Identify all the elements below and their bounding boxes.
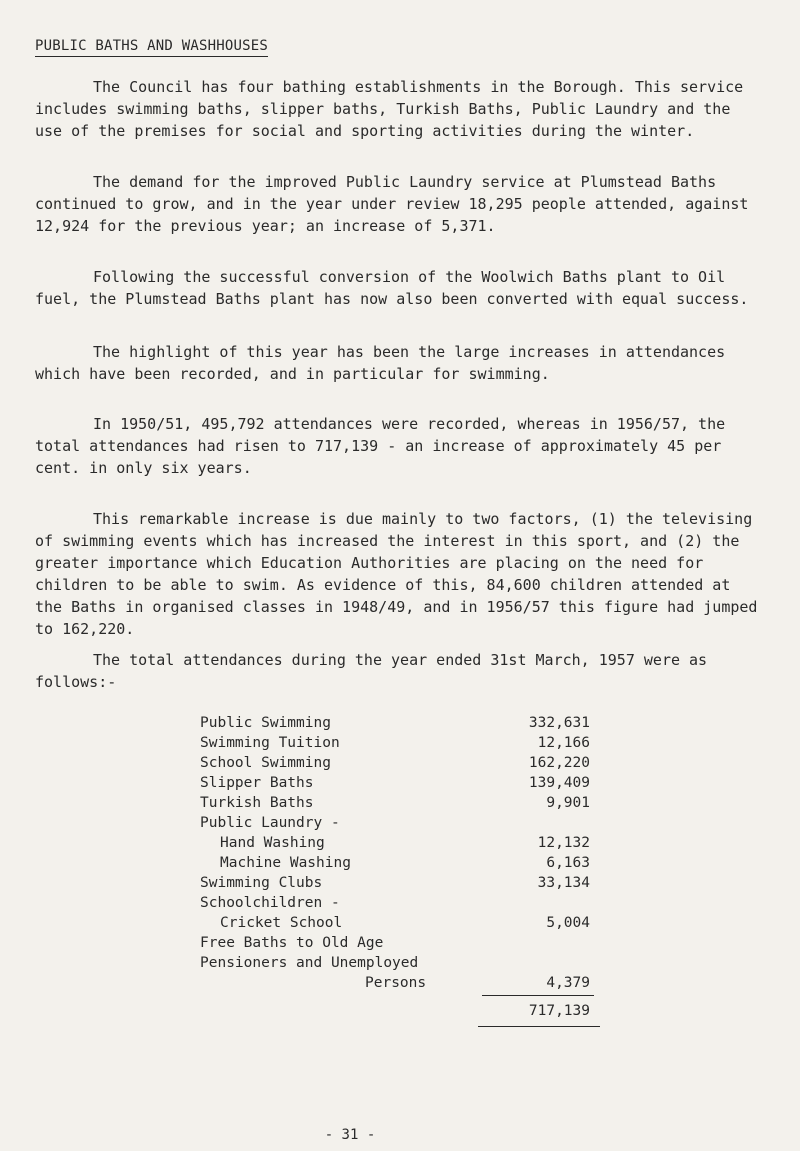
- row-label: Hand Washing: [220, 835, 325, 851]
- paragraph-5-text: In 1950/51, 495,792 attendances were recorded, whereas in 1956/57, the total attendances had risen to 717,139 - an increase of approximately 45 per cent. in only six years.: [35, 415, 726, 477]
- row-label: Swimming Tuition: [200, 735, 340, 751]
- row-label: Public Laundry -: [200, 815, 340, 831]
- paragraph-6: [35, 508, 760, 640]
- row-label: Persons: [365, 975, 427, 991]
- table-row: [200, 875, 620, 895]
- paragraph-4: [35, 341, 760, 385]
- row-value: 5,004: [546, 915, 590, 931]
- table-row: [200, 895, 620, 915]
- row-label: Machine Washing: [220, 855, 351, 871]
- row-value: 139,409: [528, 775, 590, 791]
- row-label: Public Swimming: [200, 715, 331, 731]
- total-row: [200, 1003, 620, 1023]
- row-label: Free Baths to Old Age: [200, 935, 384, 951]
- row-label: Schoolchildren -: [200, 895, 340, 911]
- table-row: [200, 915, 620, 935]
- paragraph-6-text: This remarkable increase is due mainly to two factors, (1) the televising of swimming events which has increased the interest in this sport, and (2) the greater importance which Education Authorities are placing on the need for children to be able to swim. As evidence of this, 84,600 children attended at the Baths in organised classes in 1948/49, and in 1956/57 this figure had jumped to 162,220.: [35, 510, 758, 638]
- paragraph-3: [35, 266, 760, 310]
- table-row: [200, 935, 620, 955]
- paragraph-1: [35, 76, 760, 142]
- row-value: 332,631: [528, 715, 590, 731]
- row-value: 6,163: [546, 855, 590, 871]
- row-value: 4,379: [546, 975, 590, 991]
- table-row: [200, 795, 620, 815]
- row-label: School Swimming: [200, 755, 331, 771]
- row-label: Swimming Clubs: [200, 875, 323, 891]
- table-row: [200, 815, 620, 835]
- row-value: 12,132: [537, 835, 590, 851]
- table-row: [200, 775, 620, 795]
- paragraph-3-text: Following the successful conversion of the Woolwich Baths plant to Oil fuel, the Plumstead Baths plant has now also been converted with equal success.: [35, 268, 749, 308]
- row-value: 12,166: [537, 735, 590, 751]
- section-heading: PUBLIC BATHS AND WASHHOUSES: [35, 38, 268, 57]
- page-number: - 31 -: [324, 1127, 376, 1143]
- row-label: Cricket School: [220, 915, 343, 931]
- table-row: [200, 715, 620, 735]
- table-row: [200, 835, 620, 855]
- paragraph-7: [35, 649, 760, 693]
- table-row: [200, 755, 620, 775]
- total-value: 717,139: [528, 1003, 590, 1019]
- table-row: [200, 975, 620, 995]
- paragraph-1-text: The Council has four bathing establishments in the Borough. This service includes swimming baths, slipper baths, Turkish Baths, Public Laundry and the use of the premises for social and sporting activities during the winter.: [35, 78, 744, 140]
- row-label: Pensioners and Unemployed: [200, 955, 419, 971]
- table-row: [200, 955, 620, 975]
- table-row: [200, 855, 620, 875]
- paragraph-2-text: The demand for the improved Public Laundry service at Plumstead Baths continued to grow, and in the year under review 18,295 people attended, against 12,924 for the previous year; an increase of 5,371.: [35, 173, 749, 235]
- subtotal-rule: [482, 995, 594, 996]
- paragraph-2: [35, 171, 760, 237]
- paragraph-5: [35, 413, 760, 479]
- paragraph-7-text: The total attendances during the year ended 31st March, 1957 were as follows:-: [35, 651, 708, 691]
- table-row: [200, 735, 620, 755]
- paragraph-4-text: The highlight of this year has been the large increases in attendances which have been recorded, and in particular for swimming.: [35, 343, 726, 383]
- row-value: 162,220: [528, 755, 590, 771]
- row-value: 33,134: [537, 875, 590, 891]
- row-label: Turkish Baths: [200, 795, 314, 811]
- row-label: Slipper Baths: [200, 775, 314, 791]
- row-value: 9,901: [546, 795, 590, 811]
- total-rule: [478, 1026, 600, 1027]
